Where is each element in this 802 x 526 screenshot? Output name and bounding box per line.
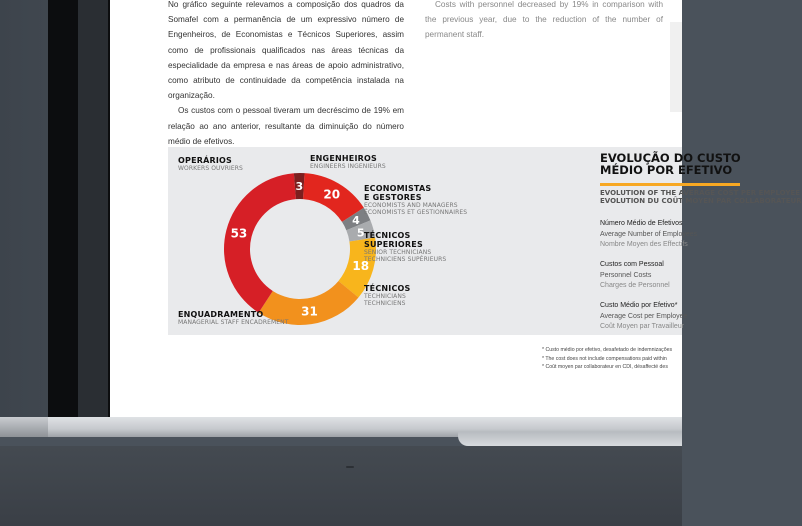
label-sub: ECONOMISTS AND MANAGERS (364, 202, 458, 209)
laptop-indicator (346, 466, 354, 468)
en-paragraph: Costs with personnel decreased by 19% in comparison with the previous year, due to the reduction of the number of permanent staff. (425, 0, 663, 40)
evolution-subtitle-line: EVOLUTION DU COÛT MOYEN PAR COLLABORATEUR (600, 197, 802, 205)
evolution-title-line: EVOLUÇÃO DO CUSTO (600, 151, 741, 165)
evolution-title-line: MÉDIO POR EFETIVO (600, 162, 733, 177)
footnote: * Coût moyen par collaborateur en CDI, désaffecté des (542, 364, 668, 370)
label-sub: SENIOR TECHNICIANS (364, 249, 432, 256)
slice-value-label: 5 (356, 226, 365, 240)
english-text (425, 0, 663, 43)
label-title: SUPERIORES (364, 240, 423, 249)
laptop-base-corner (0, 417, 48, 437)
label-tecnicos-superiores (364, 231, 446, 263)
evolution-subtitle (600, 189, 800, 205)
label-sub: TECHNICIENS SUPÉRIEURS (364, 256, 447, 263)
label-title: OPERÁRIOS (178, 156, 232, 165)
laptop-base (0, 446, 682, 526)
pt-paragraph-2: Os custos com o pessoal tiveram um decréscimo de 19% em relação ao ano anterior, resultante da diminuição do número médio de efetivos. (168, 106, 404, 146)
footnote: * Custo médio por efetivo, desafetado de indemnizações (542, 347, 673, 353)
metric-average-cost (600, 301, 800, 333)
donut-chart (220, 169, 380, 329)
portuguese-text (168, 0, 404, 149)
label-enquadramento (178, 310, 289, 326)
document-page[interactable] (110, 0, 802, 417)
metric-personnel-costs (600, 260, 800, 292)
label-economistas (364, 184, 467, 216)
label-sub: WORKERS OUVRIERS (178, 165, 243, 172)
evolution-rule (600, 183, 740, 186)
footnotes (542, 346, 742, 372)
label-sub: TECHNICIANS (364, 293, 406, 300)
footnote: * The cost does not include compensations paid within (542, 355, 667, 362)
metric-fr: Charges de Personnel (600, 282, 670, 289)
label-engenheiros (310, 154, 386, 170)
slice-value-label: 31 (301, 304, 318, 319)
metric-employees (600, 219, 800, 251)
pt-paragraph-1: No gráfico seguinte relevamos a composição dos quadros da Somafel com a permanência de um expressivo número de Engenheiros, de Economistas e Técnicos Superiores, assim como de profissionais qualificados nas áreas técnicas da especialidade da empresa e nas áreas de apoio administrativo, como atributo de continuidade da competência instalada na organização. (168, 0, 404, 101)
label-sub: MANAGERIAL STAFF ENCADREMENT (178, 319, 289, 326)
laptop-notch (458, 432, 682, 446)
label-title: E GESTORES (364, 193, 422, 202)
slice-value-label: 53 (230, 226, 248, 241)
label-operarios (178, 156, 243, 172)
metric-pt: Custo Médio por Efetivo* (600, 302, 678, 309)
metric-fr: Nombre Moyen des Effectifs (600, 241, 688, 248)
slice-value-label: 3 (295, 180, 304, 194)
metric-en: Average Number of Employees (600, 230, 698, 238)
label-title: ENQUADRAMENTO (178, 310, 264, 319)
metric-en: Average Cost per Employee (600, 312, 688, 320)
label-title: TÉCNICOS (364, 284, 411, 293)
donut-slice (224, 173, 296, 312)
label-title: TÉCNICOS (364, 231, 411, 240)
evolution-subtitle-line: EVOLUTION OF THE AVERAGE COST PER EMPLOYEE (600, 189, 800, 197)
label-title: ECONOMISTAS (364, 184, 432, 193)
slice-value-label: 18 (352, 258, 370, 273)
metric-fr: Coût Moyen par Travailleur (600, 323, 685, 330)
slice-value-label: 4 (352, 213, 360, 227)
slice-value-label: 20 (323, 187, 341, 202)
label-sub: TECHNICIENS (364, 300, 406, 307)
label-title: ENGENHEIROS (310, 154, 377, 163)
label-tecnicos (364, 284, 411, 307)
label-sub: ÉCONOMISTS ET GESTIONNAIRES (364, 209, 468, 216)
page-edge (670, 22, 682, 112)
infographic-panel (168, 147, 802, 335)
label-sub: ENGINEERS INGENIEURS (310, 163, 386, 170)
metric-en: Personnel Costs (600, 271, 652, 279)
metric-pt: Número Médio de Efetivos (600, 220, 683, 227)
evolution-title (600, 153, 800, 176)
screen-edge (78, 0, 108, 418)
metric-pt: Custos com Pessoal (600, 261, 664, 268)
